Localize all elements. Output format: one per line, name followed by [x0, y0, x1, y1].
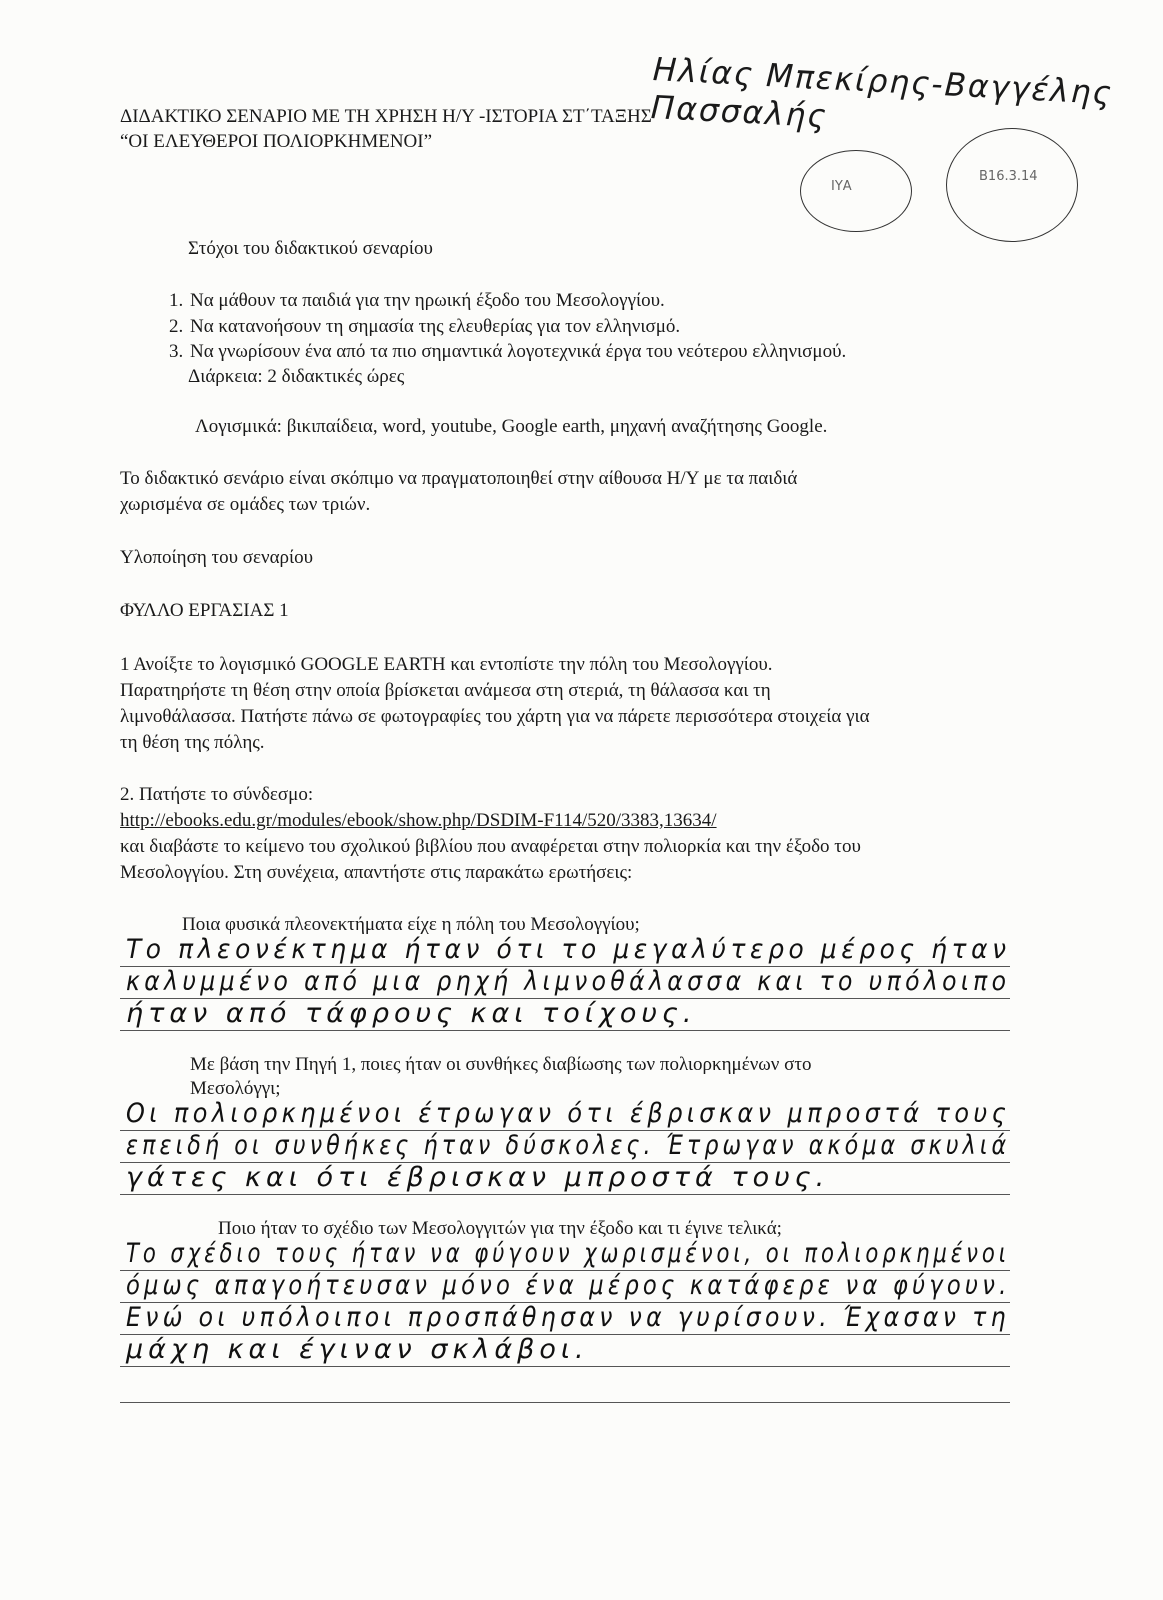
question-3: Ποιο ήταν το σχέδιο των Μεσολογγιτών για την έξοδο και τι έγινε τελικά;	[218, 1218, 782, 1239]
textbook-link[interactable]: http://ebooks.edu.gr/modules/ebook/show.php/DSDIM-F114/520/3383,13634/	[120, 810, 717, 831]
answer-rule	[120, 1030, 1010, 1031]
grade-mark-right: Β16.3.14	[979, 169, 1038, 184]
answer-1-line3: ήταν από τάφρους και τοίχους.	[126, 998, 697, 1029]
answer-3-line4: μάχη και έγιναν σκλάβοι.	[126, 1334, 589, 1365]
student-names-handwritten: Ηλίας Μπεκίρης-Βαγγέλης Πασσαλής	[650, 50, 1114, 136]
answer-1-line1: Το πλεονέκτημα ήταν ότι το μεγαλύτερο μέρος ήταν	[126, 934, 1011, 965]
goal-item: 1. Να μάθουν τα παιδιά για την ηρωική έξοδο του Μεσολογγίου.	[188, 288, 846, 314]
answer-1-line2: καλυμμένο από μια ρηχή λιμνοθάλασσα και το υπόλοιπο	[126, 966, 1011, 997]
goal-item: 2. Να κατανοήσουν τη σημασία της ελευθερίας για τον ελληνισμό.	[188, 314, 846, 340]
goal-item: 3. Να γνωρίσουν ένα από τα πιο σημαντικά λογοτεχνικά έργα του νεότερου ελληνισμού.	[188, 339, 846, 365]
document-title: ΔΙΔΑΚΤΙΚΟ ΣΕΝΑΡΙΟ ΜΕ ΤΗ ΧΡΗΣΗ Η/Υ -ΙΣΤΟΡΙΑ ΣΤ΄ΤΑΞΗΣ	[120, 106, 652, 127]
answer-2-line2: επειδή οι συνθήκες ήταν δύσκολες. Έτρωγαν ακόμα σκυλιά	[126, 1130, 1011, 1161]
answer-3-line3: Ενώ οι υπόλοιποι προσπάθησαν να γυρίσουν. Έχασαν τη	[126, 1302, 1010, 1333]
goals-heading: Στόχοι του διδακτικού σεναρίου	[188, 238, 433, 259]
question-2-line1: Με βάση την Πηγή 1, ποιες ήταν οι συνθήκες διαβίωσης των πολιορκημένων στο	[190, 1054, 812, 1075]
task1-line4: τη θέση της πόλης.	[120, 732, 265, 753]
implementation-heading: Υλοποίηση του σεναρίου	[120, 547, 314, 568]
answer-2-line3: γάτες και ότι έβρισκαν μπροστά τους.	[126, 1162, 830, 1193]
task2-link-wrap	[120, 808, 717, 833]
task1-line2: Παρατηρήστε τη θέση στην οποία βρίσκεται ανάμεσα στη στεριά, τη θάλασσα και τη	[120, 680, 771, 701]
answer-rule	[120, 1366, 1010, 1367]
task2-line2: και διαβάστε το κείμενο του σχολικού βιβλίου που αναφέρεται στην πολιορκία και την έξοδο του	[120, 836, 861, 857]
answer-rule	[120, 1402, 1010, 1403]
grade-circle-right	[946, 128, 1078, 242]
intro-text-line2: χωρισμένα σε ομάδες των τριών.	[120, 494, 371, 515]
question-1: Ποια φυσικά πλεονεκτήματα είχε η πόλη του Μεσολογγίου;	[182, 914, 640, 935]
answer-2-line1: Οι πολιορκημένοι έτρωγαν ότι έβρισκαν μπροστά τους	[126, 1098, 1011, 1129]
document-subtitle: “ΟΙ ΕΛΕΥΘΕΡΟΙ ΠΟΛΙΟΡΚΗΜΕΝΟΙ”	[120, 131, 433, 152]
task2-line3: Μεσολογγίου. Στη συνέχεια, απαντήστε στις παρακάτω ερωτήσεις:	[120, 862, 633, 883]
task2-line1: 2. Πατήστε το σύνδεσμο:	[120, 784, 314, 805]
goals-list	[150, 288, 846, 365]
answer-3-line2: όμως απαγοήτευσαν μόνο ένα μέρος κατάφερε να φύγουν.	[126, 1270, 1011, 1301]
task1-line1: 1 Ανοίξτε το λογισμικό GOOGLE EARTH και εντοπίστε την πόλη του Μεσολογγίου.	[120, 654, 773, 675]
question-2-line2: Μεσολόγγι;	[190, 1078, 281, 1099]
duration-text: Διάρκεια: 2 διδακτικές ώρες	[188, 366, 405, 387]
worksheet-heading: ΦΥΛΛΟ ΕΡΓΑΣΙΑΣ 1	[120, 600, 289, 621]
answer-3-line1: Το σχέδιο τους ήταν να φύγουν χωρισμένοι, οι πολιορκημένοι	[126, 1238, 1010, 1269]
grade-circle-left	[800, 150, 912, 232]
intro-text-line1: Το διδακτικό σενάριο είναι σκόπιμο να πραγματοποιηθεί στην αίθουσα Η/Υ με τα παιδιά	[120, 468, 798, 489]
software-text: Λογισμικά: βικιπαίδεια, word, youtube, Google earth, μηχανή αναζήτησης Google.	[195, 416, 828, 437]
answer-rule	[120, 1194, 1010, 1195]
grade-mark-left: ΙΥΑ	[831, 179, 852, 194]
task1-line3: λιμνοθάλασσα. Πατήστε πάνω σε φωτογραφίες του χάρτη για να πάρετε περισσότερα στοιχεία για	[120, 706, 870, 727]
